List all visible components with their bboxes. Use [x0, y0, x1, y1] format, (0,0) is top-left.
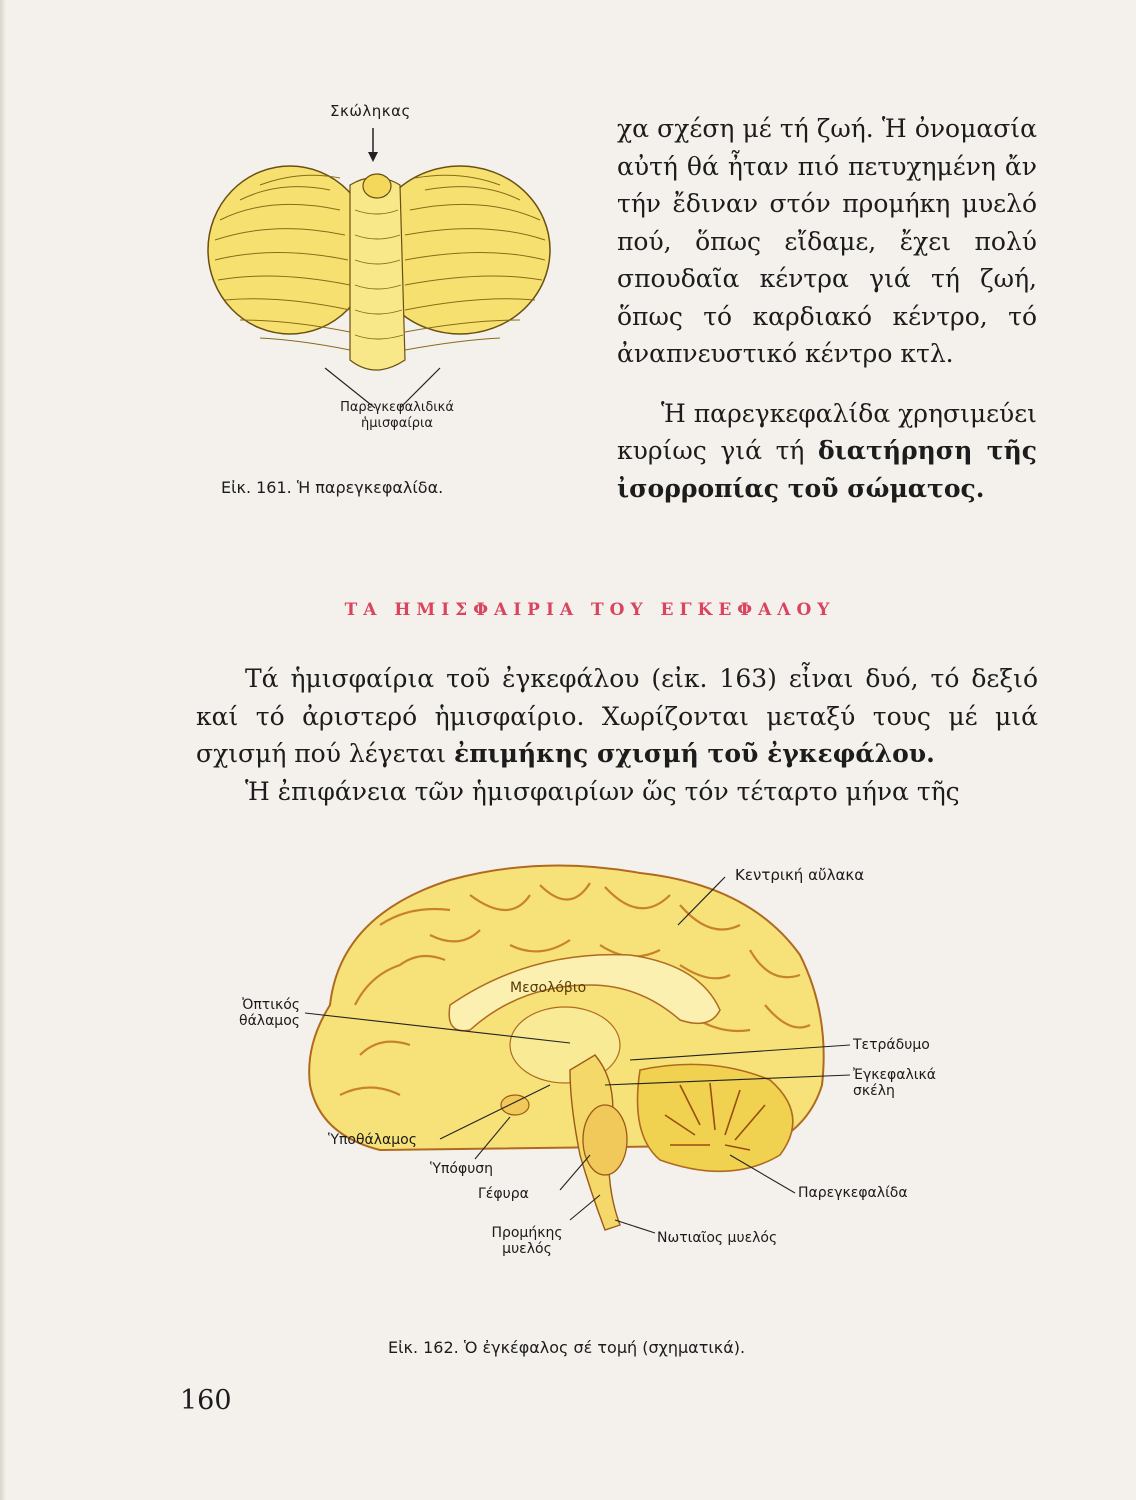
cerebellum-illustration: [200, 100, 580, 500]
cerebellar-hemispheres-label-line1: Παρεγκεφαλιδικά: [340, 400, 454, 415]
right-column-text: [617, 110, 1037, 507]
medulla-label-line2: μυελός: [502, 1241, 552, 1257]
page-number: 160: [180, 1385, 232, 1416]
page-edge: [0, 0, 6, 1500]
optic-thalamus-label-line1: Ὀπτικός: [242, 997, 300, 1013]
cerebellum-label: Παρεγκεφαλίδα: [798, 1185, 908, 1201]
main-paragraph-2: Ἡ ἐπιφάνεια τῶν ἡμισφαιρίων ὥς τόν τέταρτο μήνα τῆς: [245, 776, 960, 806]
cerebellar-hemispheres-label: [302, 400, 492, 432]
cerebral-peduncles-label-line2: σκέλη: [853, 1083, 895, 1099]
pituitary-label: Ὑπόφυση: [430, 1161, 494, 1177]
main-text: [196, 660, 1038, 810]
figure-161-caption: Εἰκ. 161. Ἡ παρεγκεφαλίδα.: [221, 478, 444, 497]
medulla-label: [482, 1225, 572, 1257]
central-sulcus-label: Κεντρική αὔλακα: [735, 866, 865, 884]
figure-162-caption: Εἰκ. 162. Ὁ ἐγκέφαλος σέ τομή (σχηματικά).: [388, 1338, 746, 1357]
right-paragraph-2-bold: διατήρηση τῆς ἰσορροπίας τοῦ σώματος.: [617, 436, 1038, 503]
right-paragraph-1: χα σχέση μέ τή ζωή. Ἡ ὀνομασία αὐτή θά ἦταν πιό πετυχημένη ἄν τήν ἔδιναν στόν προμήκη μυελό πού, ὅπως εἴδαμε, ἔχει πολύ σπουδαῖα κέντρα γιά τή ζωή, ὅπως τό καρδιακό κέντρο, τό ἀναπνευστικό κέντρο κτλ.: [617, 114, 1037, 368]
hypothalamus-label: Ὑποθάλαμος: [328, 1132, 417, 1148]
section-heading: ΤΑ ΗΜΙΣΦΑΙΡΙΑ ΤΟΥ ΕΓΚΕΦΑΛΟΥ: [344, 600, 836, 620]
main-paragraph-1-text: Τά ἡμισφαίρια τοῦ ἐγκεφάλου (εἰκ. 163) εἶναι δυό, τό δεξιό καί τό ἀριστερό ἡμισφαίριο. Χωρίζονται μεταξύ τους μέ μιά σχισμή πού λέγεται: [196, 664, 1038, 768]
optic-thalamus-label: [220, 997, 300, 1029]
brain-section-illustration: [210, 855, 980, 1275]
right-paragraph-2-text: Ἡ παρεγκεφαλίδα χρησιμεύει κυρίως γιά τή: [617, 398, 1037, 465]
cerebellar-hemispheres-label-line2: ἡμισφαίρια: [361, 416, 433, 431]
pons-label: Γέφυρα: [478, 1186, 529, 1202]
cerebral-peduncles-label-line1: Ἐγκεφαλικά: [853, 1067, 937, 1083]
vermis-label: Σκώληκας: [330, 102, 411, 120]
spinal-cord-label: Νωτιαῖος μυελός: [657, 1230, 778, 1246]
cerebral-peduncles-label: [853, 1067, 936, 1099]
figure-161: [200, 100, 580, 500]
optic-thalamus-label-line2: θάλαμος: [239, 1013, 300, 1029]
corpus-callosum-label: Μεσολόβιο: [510, 980, 587, 996]
quadrigemina-label: Τετράδυμο: [853, 1037, 930, 1053]
main-paragraph-1-bold: ἐπιμήκης σχισμή τοῦ ἐγκεφάλου.: [454, 739, 935, 768]
main-paragraph-1: [196, 660, 1038, 773]
right-paragraph-2: [617, 395, 1037, 508]
figure-162: [210, 855, 980, 1275]
medulla-label-line1: Προμήκης: [491, 1225, 563, 1241]
